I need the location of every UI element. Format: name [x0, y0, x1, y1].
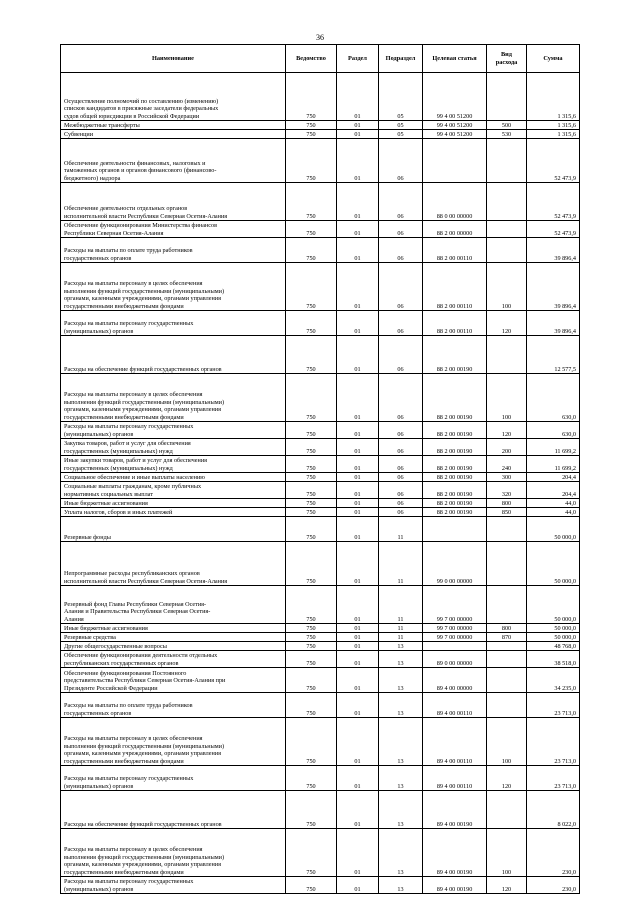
row-amount: 1 315,6 — [527, 130, 580, 139]
row-name: Расходы на выплаты по оплате труда работников государственных органов — [61, 693, 286, 718]
row-name: Расходы на выплаты персоналу в целях обеспечения выполнения функций государственными (муниципальными) органами, казенными учреждениями, органами управления государственными внебюджетными фондами — [61, 829, 286, 877]
row-amount: 44,0 — [527, 508, 580, 517]
row-section: 01 — [337, 624, 379, 633]
row-subsection: 13 — [379, 829, 423, 877]
row-subsection: 05 — [379, 73, 423, 121]
row-section: 01 — [337, 439, 379, 456]
row-department: 750 — [286, 139, 337, 183]
table-row — [61, 422, 580, 439]
row-name: Иные бюджетные ассигнования — [61, 499, 286, 508]
row-amount: 34 235,0 — [527, 668, 580, 693]
row-name: Расходы на выплаты персоналу государственных (муниципальных) органов — [61, 877, 286, 894]
row-amount: 230,0 — [527, 829, 580, 877]
row-section: 01 — [337, 482, 379, 499]
row-section: 01 — [337, 336, 379, 374]
row-amount: 50 000,0 — [527, 586, 580, 624]
row-expense-type: 300 — [487, 473, 527, 482]
row-expense-type: 100 — [487, 829, 527, 877]
table-row — [61, 693, 580, 718]
row-department: 750 — [286, 456, 337, 473]
row-target-item: 88 2 00 00190 — [423, 439, 487, 456]
row-department: 750 — [286, 130, 337, 139]
row-subsection: 06 — [379, 508, 423, 517]
row-amount: 230,0 — [527, 877, 580, 894]
row-subsection: 13 — [379, 877, 423, 894]
table-row — [61, 336, 580, 374]
row-amount: 11 699,2 — [527, 439, 580, 456]
row-expense-type: 850 — [487, 508, 527, 517]
row-subsection: 06 — [379, 221, 423, 238]
row-expense-type — [487, 221, 527, 238]
row-section: 01 — [337, 499, 379, 508]
table-row — [61, 374, 580, 422]
row-target-item: 88 2 00 00190 — [423, 508, 487, 517]
row-subsection: 13 — [379, 642, 423, 651]
row-target-item: 89 0 00 00000 — [423, 651, 487, 668]
row-department: 750 — [286, 422, 337, 439]
row-target-item: 89 4 00 00190 — [423, 877, 487, 894]
row-amount: 52 473,9 — [527, 139, 580, 183]
table-row — [61, 829, 580, 877]
row-expense-type — [487, 238, 527, 263]
row-name: Иные бюджетные ассигнования — [61, 624, 286, 633]
row-target-item: 88 2 00 00110 — [423, 263, 487, 311]
row-target-item: 88 2 00 00190 — [423, 473, 487, 482]
row-section: 01 — [337, 829, 379, 877]
table-row — [61, 221, 580, 238]
row-amount: 630,0 — [527, 422, 580, 439]
row-section: 01 — [337, 422, 379, 439]
row-section: 01 — [337, 121, 379, 130]
row-section: 01 — [337, 718, 379, 766]
row-name: Обеспечение деятельности финансовых, налоговых и таможенных органов и органов финансового (финансово- бюджетного) надзора — [61, 139, 286, 183]
row-target-item: 88 2 00 00190 — [423, 422, 487, 439]
row-name: Обеспечение функционирования Постоянного представительства Республики Северная Осетия-Алания при Президенте Российской Федерации — [61, 668, 286, 693]
row-subsection: 05 — [379, 130, 423, 139]
row-target-item: 88 2 00 00190 — [423, 336, 487, 374]
row-target-item: 89 4 00 00110 — [423, 766, 487, 791]
row-section: 01 — [337, 542, 379, 586]
row-section: 01 — [337, 877, 379, 894]
header-amount: Сумма — [527, 45, 580, 73]
row-amount: 48 768,0 — [527, 642, 580, 651]
row-name: Расходы на выплаты персоналу в целях обеспечения выполнения функций государственными (муниципальными) органами, казенными учреждениями, органами управления государственными внебюджетными фондами — [61, 374, 286, 422]
row-amount: 50 000,0 — [527, 624, 580, 633]
row-section: 01 — [337, 238, 379, 263]
row-subsection: 06 — [379, 311, 423, 336]
row-amount: 23 713,0 — [527, 718, 580, 766]
row-department: 750 — [286, 311, 337, 336]
row-section: 01 — [337, 668, 379, 693]
row-subsection: 13 — [379, 718, 423, 766]
row-amount: 630,0 — [527, 374, 580, 422]
row-department: 750 — [286, 766, 337, 791]
row-department: 750 — [286, 263, 337, 311]
row-department: 750 — [286, 586, 337, 624]
row-subsection: 11 — [379, 624, 423, 633]
row-name: Резервные фонды — [61, 517, 286, 542]
row-target-item: 99 7 00 00000 — [423, 586, 487, 624]
row-name: Расходы на выплаты персоналу государственных (муниципальных) органов — [61, 766, 286, 791]
row-expense-type: 500 — [487, 121, 527, 130]
row-name: Непрограммные расходы республиканских органов исполнительной власти Республики Северная Осетия-Алания — [61, 542, 286, 586]
table-row — [61, 766, 580, 791]
row-subsection: 13 — [379, 791, 423, 829]
row-target-item: 89 4 00 00000 — [423, 668, 487, 693]
table-row — [61, 183, 580, 221]
row-target-item: 99 4 00 51200 — [423, 130, 487, 139]
row-department: 750 — [286, 718, 337, 766]
row-target-item: 89 4 00 00110 — [423, 718, 487, 766]
row-name: Расходы на обеспечение функций государственных органов — [61, 336, 286, 374]
row-expense-type: 120 — [487, 311, 527, 336]
row-amount: 1 315,6 — [527, 121, 580, 130]
row-subsection: 13 — [379, 766, 423, 791]
row-subsection: 06 — [379, 374, 423, 422]
row-subsection: 11 — [379, 542, 423, 586]
row-expense-type — [487, 139, 527, 183]
row-target-item: 89 4 00 00190 — [423, 791, 487, 829]
row-expense-type: 800 — [487, 499, 527, 508]
row-name: Расходы на выплаты персоналу в целях обеспечения выполнения функций государственными (муниципальными) органами, казенными учреждениями, органами управления государственными внебюджетными фондами — [61, 263, 286, 311]
table-row — [61, 586, 580, 624]
table-row — [61, 718, 580, 766]
row-section: 01 — [337, 517, 379, 542]
row-name: Закупка товаров, работ и услуг для обеспечения государственных (муниципальных) нужд — [61, 439, 286, 456]
row-department: 750 — [286, 508, 337, 517]
row-expense-type — [487, 642, 527, 651]
row-department: 750 — [286, 651, 337, 668]
row-subsection: 06 — [379, 183, 423, 221]
row-expense-type — [487, 542, 527, 586]
header-department: Ведомство — [286, 45, 337, 73]
row-name: Обеспечение функционирования деятельности отдельных республиканских государственных органов — [61, 651, 286, 668]
row-section: 01 — [337, 130, 379, 139]
budget-table — [60, 44, 580, 894]
row-amount: 23 713,0 — [527, 766, 580, 791]
row-subsection: 06 — [379, 473, 423, 482]
table-row — [61, 121, 580, 130]
row-expense-type — [487, 586, 527, 624]
row-subsection: 13 — [379, 668, 423, 693]
row-name: Иные закупки товаров, работ и услуг для обеспечения государственных (муниципальных) нужд — [61, 456, 286, 473]
table-row — [61, 517, 580, 542]
table-row — [61, 263, 580, 311]
row-target-item: 89 4 00 00190 — [423, 829, 487, 877]
row-target-item: 99 4 00 51200 — [423, 73, 487, 121]
row-department: 750 — [286, 439, 337, 456]
row-amount: 1 315,6 — [527, 73, 580, 121]
row-expense-type — [487, 73, 527, 121]
row-target-item: 88 2 00 00190 — [423, 456, 487, 473]
row-name: Обеспечение деятельности отдельных органов исполнительной власти Республики Северная Осетия-Алания — [61, 183, 286, 221]
row-section: 01 — [337, 139, 379, 183]
table-row — [61, 877, 580, 894]
row-amount: 38 518,0 — [527, 651, 580, 668]
row-section: 01 — [337, 633, 379, 642]
row-department: 750 — [286, 693, 337, 718]
row-department: 750 — [286, 642, 337, 651]
row-expense-type: 100 — [487, 374, 527, 422]
page-number: 36 — [316, 33, 324, 42]
row-target-item: 88 2 00 00110 — [423, 311, 487, 336]
row-expense-type — [487, 651, 527, 668]
row-section: 01 — [337, 456, 379, 473]
table-row — [61, 624, 580, 633]
row-department: 750 — [286, 73, 337, 121]
row-expense-type: 100 — [487, 718, 527, 766]
row-target-item: 99 4 00 51200 — [423, 121, 487, 130]
row-amount: 23 713,0 — [527, 693, 580, 718]
row-department: 750 — [286, 542, 337, 586]
row-department: 750 — [286, 829, 337, 877]
table-row — [61, 642, 580, 651]
row-subsection: 06 — [379, 499, 423, 508]
table-row — [61, 542, 580, 586]
row-subsection: 13 — [379, 693, 423, 718]
row-expense-type — [487, 668, 527, 693]
row-amount: 52 473,9 — [527, 183, 580, 221]
row-subsection: 11 — [379, 517, 423, 542]
row-name: Социальное обеспечение и иные выплаты населению — [61, 473, 286, 482]
row-amount: 8 022,0 — [527, 791, 580, 829]
header-target-item: Целевая статья — [423, 45, 487, 73]
row-department: 750 — [286, 499, 337, 508]
row-department: 750 — [286, 336, 337, 374]
row-subsection: 11 — [379, 633, 423, 642]
table-row — [61, 791, 580, 829]
row-department: 750 — [286, 624, 337, 633]
row-target-item: 89 4 00 00110 — [423, 693, 487, 718]
row-amount: 11 699,2 — [527, 456, 580, 473]
row-target-item: 88 2 00 00110 — [423, 238, 487, 263]
row-expense-type: 240 — [487, 456, 527, 473]
row-name: Расходы на выплаты персоналу государственных (муниципальных) органов — [61, 422, 286, 439]
row-department: 750 — [286, 633, 337, 642]
row-name: Расходы на выплаты персоналу государственных (муниципальных) органов — [61, 311, 286, 336]
table-row — [61, 311, 580, 336]
row-section: 01 — [337, 221, 379, 238]
table-row — [61, 456, 580, 473]
row-section: 01 — [337, 508, 379, 517]
row-subsection: 06 — [379, 263, 423, 311]
row-department: 750 — [286, 238, 337, 263]
row-section: 01 — [337, 73, 379, 121]
row-target-item: 99 7 00 00000 — [423, 624, 487, 633]
table-row — [61, 633, 580, 642]
row-section: 01 — [337, 693, 379, 718]
row-expense-type: 120 — [487, 877, 527, 894]
row-expense-type — [487, 791, 527, 829]
row-department: 750 — [286, 791, 337, 829]
table-row — [61, 482, 580, 499]
row-target-item — [423, 139, 487, 183]
row-amount: 39 896,4 — [527, 311, 580, 336]
row-target-item — [423, 642, 487, 651]
row-department: 750 — [286, 121, 337, 130]
row-amount: 204,4 — [527, 473, 580, 482]
header-section: Раздел — [337, 45, 379, 73]
row-amount: 39 896,4 — [527, 238, 580, 263]
row-expense-type — [487, 693, 527, 718]
row-amount: 52 473,9 — [527, 221, 580, 238]
row-expense-type: 870 — [487, 633, 527, 642]
header-subsection: Подраздел — [379, 45, 423, 73]
row-section: 01 — [337, 651, 379, 668]
table-row — [61, 238, 580, 263]
row-section: 01 — [337, 473, 379, 482]
row-department: 750 — [286, 374, 337, 422]
row-name: Другие общегосударственные вопросы — [61, 642, 286, 651]
row-name: Социальные выплаты гражданам, кроме публичных нормативных социальных выплат — [61, 482, 286, 499]
row-name: Резервный фонд Главы Республики Северная Осетия- Алания и Правительства Республики Северная Осетия- Алания — [61, 586, 286, 624]
row-amount: 50 000,0 — [527, 633, 580, 642]
row-expense-type — [487, 183, 527, 221]
row-department: 750 — [286, 877, 337, 894]
row-amount: 39 896,4 — [527, 263, 580, 311]
table-row — [61, 651, 580, 668]
row-name: Расходы на выплаты по оплате труда работников государственных органов — [61, 238, 286, 263]
row-subsection: 06 — [379, 422, 423, 439]
table-row — [61, 499, 580, 508]
row-name: Резервные средства — [61, 633, 286, 642]
row-name: Межбюджетные трансферты — [61, 121, 286, 130]
row-amount: 44,0 — [527, 499, 580, 508]
row-subsection: 11 — [379, 586, 423, 624]
row-department: 750 — [286, 473, 337, 482]
row-expense-type — [487, 336, 527, 374]
row-name: Осуществление полномочий по составлению (изменению) списков кандидатов в присяжные заседатели федеральных судов общей юрисдикции в Российской Федерации — [61, 73, 286, 121]
row-section: 01 — [337, 642, 379, 651]
row-expense-type: 120 — [487, 766, 527, 791]
row-target-item: 88 2 00 00190 — [423, 482, 487, 499]
row-department: 750 — [286, 668, 337, 693]
row-name: Субвенции — [61, 130, 286, 139]
row-name: Расходы на выплаты персоналу в целях обеспечения выполнения функций государственными (муниципальными) органами, казенными учреждениями, органами управления государственными внебюджетными фондами — [61, 718, 286, 766]
row-amount: 12 577,5 — [527, 336, 580, 374]
row-subsection: 13 — [379, 651, 423, 668]
row-amount: 50 000,0 — [527, 542, 580, 586]
row-subsection: 05 — [379, 121, 423, 130]
row-department: 750 — [286, 183, 337, 221]
row-expense-type: 120 — [487, 422, 527, 439]
header-name: Наименование — [61, 45, 286, 73]
row-section: 01 — [337, 263, 379, 311]
row-expense-type: 320 — [487, 482, 527, 499]
row-department: 750 — [286, 517, 337, 542]
table-row — [61, 439, 580, 456]
row-section: 01 — [337, 586, 379, 624]
row-subsection: 06 — [379, 456, 423, 473]
row-expense-type: 530 — [487, 130, 527, 139]
row-target-item: 99 7 00 00000 — [423, 633, 487, 642]
row-name: Расходы на обеспечение функций государственных органов — [61, 791, 286, 829]
table-row — [61, 73, 580, 121]
row-section: 01 — [337, 374, 379, 422]
row-subsection: 06 — [379, 482, 423, 499]
row-expense-type: 100 — [487, 263, 527, 311]
row-subsection: 06 — [379, 139, 423, 183]
row-expense-type: 200 — [487, 439, 527, 456]
row-subsection: 06 — [379, 238, 423, 263]
row-subsection: 06 — [379, 336, 423, 374]
row-section: 01 — [337, 311, 379, 336]
table-header-row — [61, 45, 580, 73]
row-amount: 50 000,0 — [527, 517, 580, 542]
row-target-item: 88 2 00 00190 — [423, 374, 487, 422]
table-row — [61, 508, 580, 517]
row-department: 750 — [286, 482, 337, 499]
row-target-item: 88 2 00 00000 — [423, 221, 487, 238]
row-name: Обеспечение функционирования Министерства финансов Республики Северная Осетия-Алания — [61, 221, 286, 238]
header-expense-type: Вид расхода — [487, 45, 527, 73]
table-row — [61, 668, 580, 693]
row-amount: 204,4 — [527, 482, 580, 499]
row-target-item — [423, 517, 487, 542]
row-section: 01 — [337, 791, 379, 829]
table-row — [61, 473, 580, 482]
row-department: 750 — [286, 221, 337, 238]
row-subsection: 06 — [379, 439, 423, 456]
row-expense-type: 800 — [487, 624, 527, 633]
row-target-item: 88 2 00 00190 — [423, 499, 487, 508]
table-row — [61, 130, 580, 139]
row-target-item: 88 0 00 00000 — [423, 183, 487, 221]
row-section: 01 — [337, 183, 379, 221]
table-row — [61, 139, 580, 183]
row-name: Уплата налогов, сборов и иных платежей — [61, 508, 286, 517]
row-target-item: 99 0 00 00000 — [423, 542, 487, 586]
row-section: 01 — [337, 766, 379, 791]
row-expense-type — [487, 517, 527, 542]
